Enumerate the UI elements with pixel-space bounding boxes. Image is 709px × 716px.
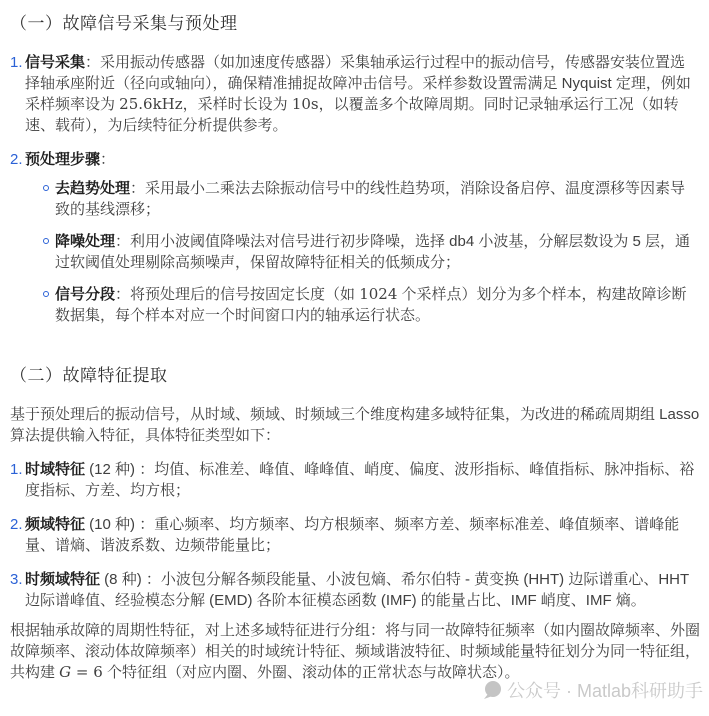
text-segment: ：采用振动传感器（如加速度传感器）采集轴承运行过程中的振动信号，传感器安装位置选择轴承座附近（径向或轴向），确保精准捕捉故障冲击信号。采样参数设置需满足 Nyquist 定理，例如采样频率设为 <box>25 54 691 113</box>
text-segment: ，以覆盖多个故障周期。同时记录轴承运行工况（如转速、载荷），为后续特征分析提供参考。 <box>25 96 679 134</box>
list-item-preprocessing-steps <box>10 149 700 326</box>
section-2-intro <box>10 404 700 446</box>
list-item-text <box>25 151 115 168</box>
text-segment: 信号采集 <box>25 54 86 71</box>
text-segment: 个采样点）划分为多个样本，构建故障诊断数据集，每个样本对应一个时间窗口内的轴承运行状态。 <box>55 286 687 324</box>
text-segment: = 6 <box>71 663 103 681</box>
text-segment: 频域特征 <box>25 516 86 533</box>
preprocessing-sublist <box>25 178 700 326</box>
text-segment: (8 种) ：小波包分解各频段能量、小波包熵、希尔伯特 - 黄变换 (HHT) 边际谱重心、HHT 边际谱峰值、经验模态分解 (EMD) 各阶本征模态函数 (IMF) 的能量占比、IMF 峭度、IMF 熵。 <box>25 571 689 609</box>
list-item-text <box>25 571 689 609</box>
text-segment: 时频域特征 <box>25 571 101 588</box>
circle-bullet-icon <box>43 238 49 244</box>
section-1-list <box>10 52 700 326</box>
section-2-outro <box>10 620 700 683</box>
list-item-text <box>25 461 694 499</box>
list-item-frequency-domain <box>10 514 700 556</box>
circle-bullet-icon <box>43 185 49 191</box>
text-segment: 10s <box>291 95 319 113</box>
text-segment: 时域特征 <box>25 461 86 478</box>
sublist-item-segmentation <box>40 284 700 326</box>
sublist-item-text <box>55 286 687 324</box>
sublist-item-detrend <box>40 178 700 220</box>
sublist-item-text <box>55 233 690 271</box>
speech-bubble-icon <box>482 680 502 700</box>
list-number: 1. <box>10 461 23 478</box>
list-item-signal-acquisition <box>10 52 700 136</box>
text-segment: ：将预处理后的信号按固定长度（如 <box>115 286 360 303</box>
list-item-text <box>25 516 679 554</box>
text-segment: G <box>59 663 72 681</box>
list-item-text <box>25 54 691 134</box>
text-segment: (12 种) ：均值、标准差、峰值、峰峰值、峭度、偏度、波形指标、峰值指标、脉冲指标、裕度指标、方差、均方根； <box>25 461 695 499</box>
list-number: 1. <box>10 54 23 71</box>
sublist-item-denoise <box>40 231 700 273</box>
text-segment: 基于预处理后的振动信号，从时域、频域、时频域三个维度构建多域特征集，为改进的稀疏周期组 Lasso 算法提供输入特征，具体特征类型如下： <box>10 406 700 444</box>
text-segment: 1024 <box>359 285 398 303</box>
section-2-heading: （二）故障特征提取 <box>10 366 168 385</box>
text-segment: ： <box>100 151 116 168</box>
list-number: 2. <box>10 151 23 168</box>
section-1-heading: （一）故障信号采集与预处理 <box>10 14 238 33</box>
text-segment: ，采样时长设为 <box>182 96 292 113</box>
watermark-label: 公众号 · Matlab科研助手 <box>506 681 703 701</box>
list-number: 2. <box>10 516 23 533</box>
text-segment: 降噪处理 <box>55 233 116 250</box>
text-segment: ：采用最小二乘法去除振动信号中的线性趋势项，消除设备启停、温度漂移等因素导致的基线漂移； <box>55 180 686 218</box>
text-segment: 信号分段 <box>55 286 116 303</box>
text-segment: (10 种) ：重心频率、均方频率、均方根频率、频率方差、频率标准差、峰值频率、谱峰能量、谱熵、谐波系数、边频带能量比； <box>25 516 680 554</box>
list-item-time-frequency-domain <box>10 569 700 611</box>
text-segment: 根据轴承故障的周期性特征，对上述多域特征进行分组：将与同一故障特征频率（如内圈故障频率、外圈故障频率、滚动体故障频率）相关的时域统计特征、频域谐波特征、时频域能量特征划分为同一特征组，共构建 <box>10 622 701 681</box>
section-2-list <box>10 459 700 611</box>
text-segment: ：利用小波阈值降噪法对信号进行初步降噪，选择 db4 小波基，分解层数设为 5 层，通过软阈值处理剔除高频噪声，保留故障特征相关的低频成分； <box>55 233 691 271</box>
sublist-item-text <box>55 180 685 218</box>
list-item-time-domain <box>10 459 700 501</box>
text-segment: 预处理步骤 <box>25 151 101 168</box>
text-segment: 25.6kHz <box>119 95 183 113</box>
text-segment: 去趋势处理 <box>55 180 131 197</box>
list-number: 3. <box>10 571 23 588</box>
circle-bullet-icon <box>43 291 49 297</box>
text-segment: 个特征组（对应内圈、外圈、滚动体的正常状态与故障状态）。 <box>102 664 520 681</box>
